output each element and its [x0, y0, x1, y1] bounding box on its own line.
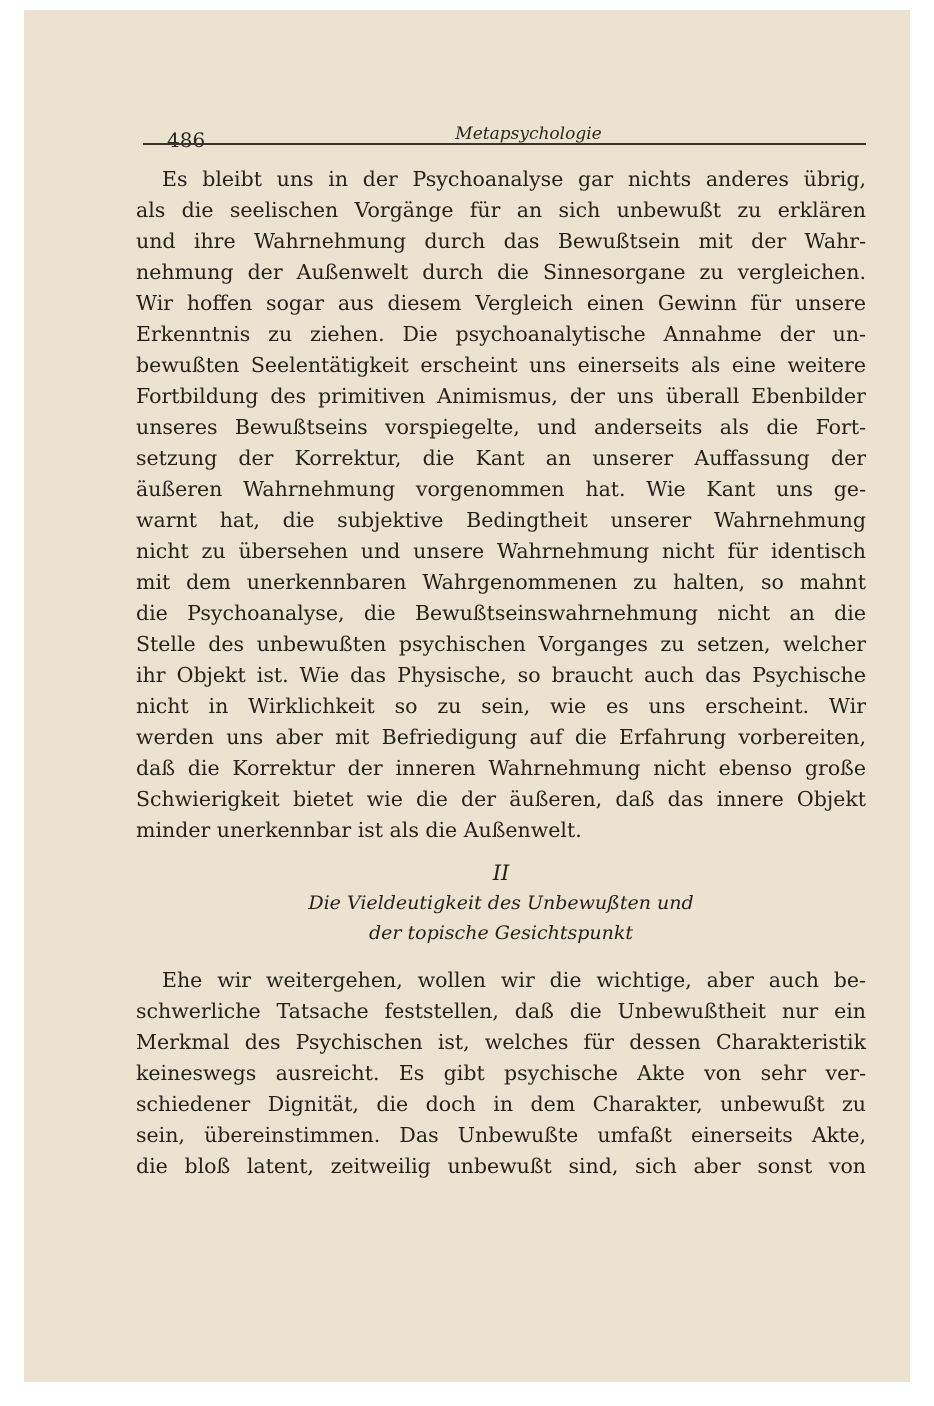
text-line: minder unerkennbar ist als die Außenwelt. [136, 818, 582, 842]
text-line: Merkmal des Psychischen ist, welches für dessen Charakteristik [136, 1030, 866, 1054]
text-line: ihr Objekt ist. Wie das Physische, so braucht auch das Psychische [136, 663, 866, 687]
text-line: sein, übereinstimmen. Das Unbewußte umfaßt einerseits Akte, [136, 1123, 866, 1147]
text-line: werden uns aber mit Befriedigung auf die Erfahrung vorbereiten, [136, 725, 866, 749]
section-title-line-1: Die Vieldeutigkeit des Unbewußten und [308, 892, 694, 914]
text-line: bewußten Seelentätigkeit erscheint uns einerseits als eine weitere [136, 353, 866, 377]
text-line: mit dem unerkennbaren Wahrgenommenen zu halten, so mahnt [136, 570, 866, 594]
text-line: nicht in Wirklichkeit so zu sein, wie es uns erscheint. Wir [136, 694, 866, 718]
text-line: die bloß latent, zeitweilig unbewußt sind, sich aber sonst von [136, 1154, 866, 1178]
section-heading [136, 858, 866, 948]
text-line: nicht zu übersehen und unsere Wahrnehmung nicht für identisch [136, 539, 866, 563]
text-line: daß die Korrektur der inneren Wahrnehmung nicht ebenso große [136, 756, 866, 780]
running-title: Metapsychologie [455, 124, 602, 144]
text-line: schwerliche Tatsache feststellen, daß die Unbewußtheit nur ein [136, 999, 866, 1023]
text-line: und ihre Wahrnehmung durch das Bewußtsein mit der Wahr- [136, 229, 866, 253]
text-line: als die seelischen Vorgänge für an sich unbewußt zu erklären [136, 198, 866, 222]
header-rule [143, 143, 866, 145]
text-line: warnt hat, die subjektive Bedingtheit unserer Wahrnehmung [136, 508, 866, 532]
section-title-line-2: der topische Gesichtspunkt [368, 922, 634, 944]
paragraph-2 [136, 965, 866, 1182]
text-line: Stelle des unbewußten psychischen Vorganges zu setzen, welcher [136, 632, 866, 656]
page-header [167, 120, 890, 152]
text-line: äußeren Wahrnehmung vorgenommen hat. Wie Kant uns ge- [136, 477, 866, 501]
text-line: schiedener Dignität, die doch in dem Charakter, unbewußt zu [136, 1092, 866, 1116]
text-line: Fortbildung des primitiven Animismus, der uns überall Ebenbilder [136, 384, 866, 408]
text-line: Es bleibt uns in der Psychoanalyse gar nichts anderes übrig, [162, 167, 866, 191]
text-line: Erkenntnis zu ziehen. Die psychoanalytische Annahme der un- [136, 322, 866, 346]
text-line: Wir hoffen sogar aus diesem Vergleich einen Gewinn für unsere [136, 291, 866, 315]
page-number: 486 [167, 128, 206, 152]
text-line: Schwierigkeit bietet wie die der äußeren, daß das innere Objekt [136, 787, 866, 811]
text-line: nehmung der Außenwelt durch die Sinnesorgane zu vergleichen. [136, 260, 866, 284]
paragraph-1 [136, 164, 866, 846]
text-line: die Psychoanalyse, die Bewußtseinswahrnehmung nicht an die [136, 601, 866, 625]
text-line: unseres Bewußtseins vorspiegelte, und anderseits als die Fort- [136, 415, 866, 439]
section-numeral: II [492, 861, 510, 885]
text-line: setzung der Korrektur, die Kant an unserer Auffassung der [136, 446, 866, 470]
text-line: Ehe wir weitergehen, wollen wir die wichtige, aber auch be- [162, 968, 866, 992]
text-line: keineswegs ausreicht. Es gibt psychische Akte von sehr ver- [136, 1061, 866, 1085]
